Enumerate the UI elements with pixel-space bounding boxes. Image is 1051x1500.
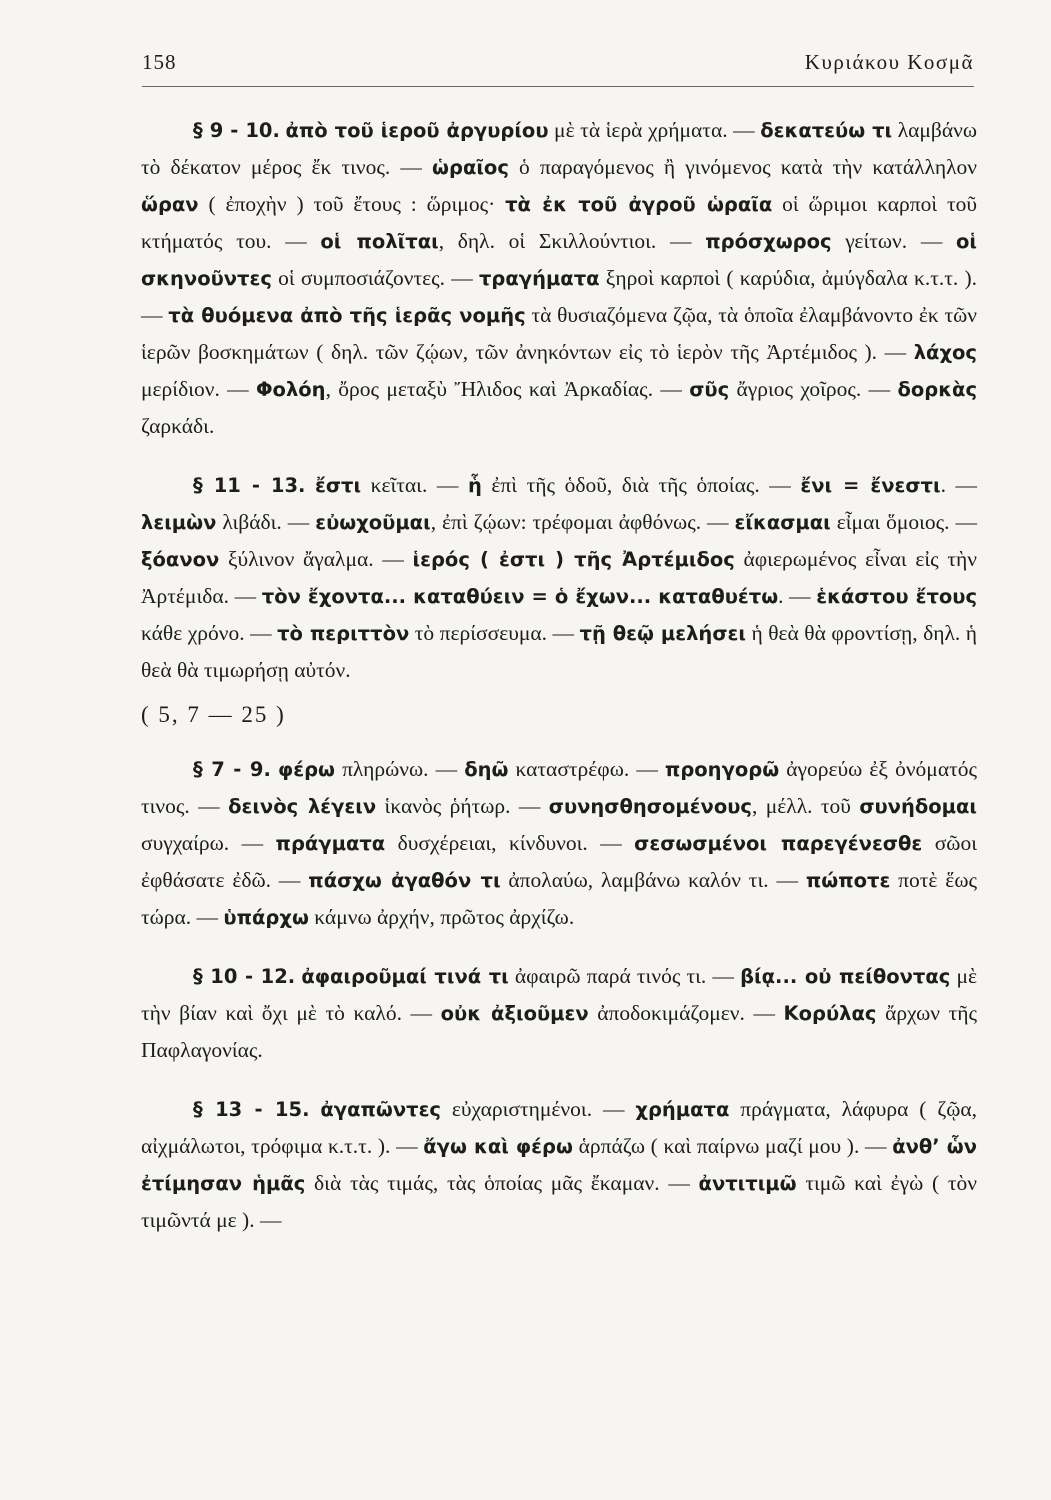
lemma: ὑπάρχω	[223, 906, 309, 929]
gloss: εἶμαι ὅμοιος. —	[830, 510, 977, 534]
lemma: τὸ περιττὸν	[277, 622, 410, 645]
gloss: ὁ παραγόμενος ἢ γινόμενος κατὰ τὴν κατάλληλον	[508, 155, 977, 179]
gloss: ἀποδοκιμάζομεν. —	[588, 1001, 784, 1025]
gloss: ἁρπάζω ( καὶ παίρνω μαζί μου ). —	[572, 1134, 893, 1158]
lemma: πάσχω ἀγαθόν τι	[308, 869, 501, 892]
lemma: ἀπὸ τοῦ ἱεροῦ ἀργυρίου	[285, 119, 549, 142]
gloss: λαμβάνω τὸ δέκατον μέρος ἔκ τινος. —	[141, 118, 978, 179]
lemma: λειμὼν	[141, 511, 217, 534]
lemma: δηῶ	[464, 758, 509, 781]
page-number: 158	[142, 50, 177, 74]
passage-reference: ( 5, 7 — 25 )	[141, 702, 286, 727]
gloss: , δηλ. οἱ Σκιλλούντιοι. —	[438, 229, 706, 253]
gloss: λιβάδι. —	[216, 510, 316, 534]
lemma: τὰ θυόμενα ἀπὸ τῆς ἱερᾶς νομῆς	[168, 304, 526, 327]
lemma: εὐωχοῦμαι	[315, 511, 431, 534]
lemma: οὐκ ἀξιοῦμεν	[440, 1002, 589, 1025]
lemma: ἀνθ’ ὧν ἐτίμησαν ἡμᾶς	[141, 1135, 977, 1195]
section-ref: § 10 - 12.	[193, 965, 296, 988]
lemma: ἄγω καὶ φέρω	[423, 1135, 573, 1158]
gloss: , ὄρος μεταξὺ Ἤλιδος καὶ Ἀρκαδίας. —	[325, 377, 690, 401]
gloss: ἀφαιρῶ παρά τινός τι. —	[508, 964, 741, 988]
lemma: συνήδομαι	[859, 795, 977, 818]
gloss: τὸ περίσσευμα. —	[409, 621, 580, 645]
lemma: ὡραῖος	[432, 156, 509, 179]
gloss: μερίδιον. —	[141, 377, 256, 401]
gloss: ἀφιερωμένος εἶναι εἰς τὴν Ἀρτέμιδα. —	[141, 547, 977, 608]
gloss: ξηροὶ καρποὶ ( καρύδια, ἀμύγδαλα κ.τ.τ. ). —	[141, 266, 977, 327]
lemma: Φολόη	[255, 378, 326, 401]
gloss: τιμῶ καὶ ἐγὼ ( τὸν τιμῶντά με ). —	[141, 1171, 977, 1232]
lemma: ἀγαπῶντες	[320, 1098, 441, 1121]
gloss: ἄρχων τῆς Παφλαγονίας.	[141, 1001, 977, 1062]
gloss: ἀπολαύω, λαμβάνω καλόν τι. —	[500, 868, 806, 892]
lemma: τῇ θεῷ μελήσει	[579, 622, 746, 645]
gloss: , ἐπὶ ζῴων: τρέφομαι ἀφθόνως. —	[430, 510, 735, 534]
gloss: ξύλινον ἄγαλμα. —	[219, 547, 413, 571]
gloss: ἡ θεὰ θὰ φροντίσῃ, δηλ. ἡ θεὰ θὰ τιμωρήσῃ αὐτόν.	[141, 621, 977, 682]
lemma: ἔστι	[314, 474, 362, 497]
lemma: ἔνι = ἔνεστι	[800, 474, 941, 497]
lemma: φέρω	[277, 758, 335, 781]
lemma: ἀντιτιμῶ	[698, 1172, 797, 1195]
commentary-body	[141, 112, 977, 1239]
gloss: ( ἐποχὴν ) τοῦ ἔτους : ὥριμος·	[198, 192, 506, 216]
gloss: ἄγριος χοῖρος. —	[729, 377, 898, 401]
section-11-13	[141, 467, 977, 689]
gloss: , μέλλ. τοῦ	[751, 794, 860, 818]
running-head: Κυριάκου Κοσμᾶ	[804, 50, 974, 74]
lemma: ἧ	[467, 474, 482, 497]
lemma: λάχος	[913, 341, 977, 364]
lemma: πράγματα	[275, 832, 386, 855]
lemma: βίᾳ... οὐ πείθοντας	[740, 965, 951, 988]
lemma: ὥραν	[141, 193, 199, 216]
lemma: δεκατεύω τι	[760, 119, 893, 142]
gloss: μὲ τὴν βίαν καὶ ὄχι μὲ τὸ καλό. —	[141, 964, 977, 1025]
lemma: δεινὸς λέγειν	[228, 795, 377, 818]
gloss: κάθε χρόνο. —	[141, 621, 278, 645]
lemma: συνησθησομένους	[548, 795, 752, 818]
gloss: ποτὲ ἕως τώρα. —	[141, 868, 978, 929]
gloss: γείτων. —	[831, 229, 957, 253]
lemma: χρήματα	[635, 1098, 730, 1121]
gloss: ἐπὶ τῆς ὁδοῦ, διὰ τῆς ὁποίας. —	[481, 473, 801, 497]
gloss: καταστρέφω. —	[508, 757, 665, 781]
gloss: συγχαίρω. —	[141, 831, 276, 855]
lemma: προηγορῶ	[664, 758, 780, 781]
lemma: πώποτε	[805, 869, 891, 892]
gloss: κεῖται. —	[361, 473, 468, 497]
lemma: σεσωσμένοι παρεγένεσθε	[634, 832, 923, 855]
gloss: πράγματα, λάφυρα ( ζῷα, αἰχμάλωτοι, τρόφιμα κ.τ.τ. ). —	[141, 1097, 978, 1158]
lemma: ἀφαιροῦμαί τινά τι	[301, 965, 509, 988]
lemma: ἱερός ( ἐστι ) τῆς Ἀρτέμιδος	[412, 548, 735, 571]
lemma: σῦς	[689, 378, 730, 401]
lemma: οἱ σκηνοῦντες	[141, 230, 978, 290]
lemma: ξόανον	[141, 548, 220, 571]
lemma: δορκὰς	[897, 378, 977, 401]
gloss: διὰ τὰς τιμάς, τὰς ὁποίας μᾶς ἔκαμαν. —	[305, 1171, 699, 1195]
lemma: ἑκάστου ἔτους	[816, 585, 978, 608]
lemma: οἱ πολῖται	[320, 230, 439, 253]
section-ref: § 9 - 10.	[193, 119, 280, 142]
gloss: ζαρκάδι.	[141, 414, 215, 438]
gloss: . —	[940, 473, 978, 497]
lemma: πρόσχωρος	[705, 230, 832, 253]
section-7-9	[141, 751, 977, 936]
section-ref: § 7 - 9.	[193, 758, 271, 781]
lemma: εἴκασμαι	[734, 511, 831, 534]
gloss: οἱ ὥριμοι καρποὶ τοῦ κτήματός του. —	[141, 192, 977, 253]
gloss: τὰ θυσιαζόμενα ζῷα, τὰ ὁποῖα ἐλαμβάνοντο ἐκ τῶν ἱερῶν βοσκημάτων ( δηλ. τῶν ζῴων, τῶν ἀνηκόντων εἰς τὸ ἱερὸν τῆς Ἀρτέμιδος ). —	[141, 303, 978, 364]
gloss: ἱκανὸς ῥήτωρ. —	[376, 794, 549, 818]
section-10-12	[141, 958, 977, 1069]
gloss: πληρώνω. —	[334, 757, 465, 781]
lemma: τὸν ἔχοντα... καταθύειν = ὁ ἔχων... καταθυέτω	[261, 585, 779, 608]
lemma: Κορύλας	[783, 1002, 877, 1025]
gloss: μὲ τὰ ἱερὰ χρήματα. —	[548, 118, 761, 142]
page-header	[142, 46, 974, 87]
gloss: σῶοι ἐφθάσατε ἐδῶ. —	[141, 831, 977, 892]
gloss: οἱ συμποσιάζοντες. —	[271, 266, 479, 290]
section-ref: § 11 - 13.	[193, 474, 306, 497]
section-ref: § 13 - 15.	[193, 1098, 310, 1121]
gloss: δυσχέρειαι, κίνδυνοι. —	[385, 831, 635, 855]
section-9-10	[141, 112, 977, 445]
section-13-15	[141, 1091, 977, 1239]
gloss: ἀγορεύω ἐξ ὀνόματός τινος. —	[141, 757, 977, 818]
lemma: τὰ ἐκ τοῦ ἀγροῦ ὡραῖα	[505, 193, 773, 216]
lemma: τραγήματα	[478, 267, 600, 290]
gloss: . —	[778, 584, 817, 608]
gloss: κάμνω ἀρχήν, πρῶτος ἀρχίζω.	[308, 905, 575, 929]
gloss: εὐχαριστημένοι. —	[440, 1097, 636, 1121]
